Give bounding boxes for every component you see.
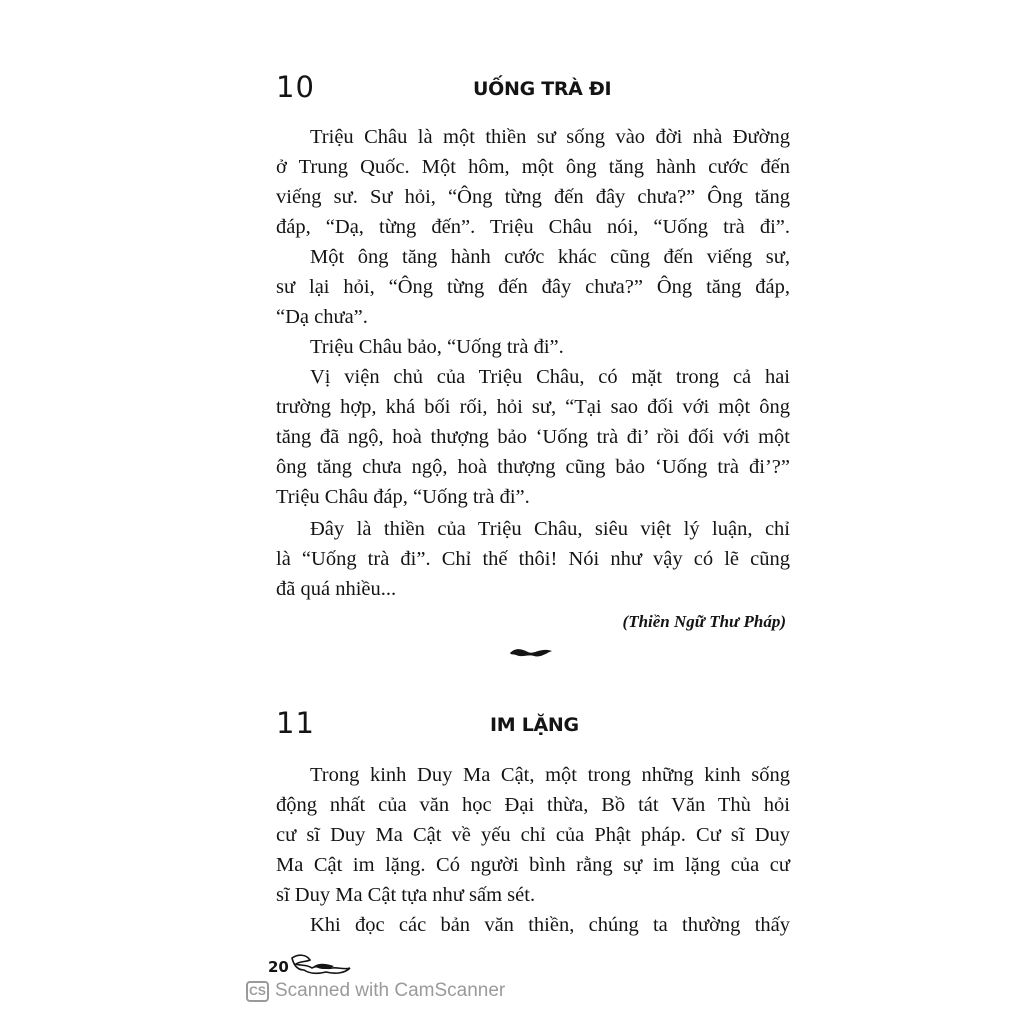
- paragraph-line: Triệu Châu bảo, “Uống trà đi”.: [310, 336, 564, 358]
- paragraph-line: đã quá nhiều...: [276, 578, 397, 600]
- paragraph-line: Vị viện chủ của Triệu Châu, có mặt trong cả hai: [310, 366, 790, 388]
- camscanner-watermark: [246, 980, 505, 1002]
- paragraph-line: động nhất của văn học Đại thừa, Bồ tát Văn Thù hỏi: [276, 794, 790, 816]
- divider-ornament-icon: [508, 643, 554, 661]
- watermark-text: Scanned with CamScanner: [275, 980, 506, 1001]
- paragraph-line: Trong kinh Duy Ma Cật, một trong những kinh sống: [310, 764, 790, 786]
- paragraph-line: sư lại hỏi, “Ông từng đến đây chưa?” Ông tăng đáp,: [276, 276, 790, 298]
- paragraph-line: Đây là thiền của Triệu Châu, siêu việt lý luận, chỉ: [310, 518, 790, 540]
- section-number: 11: [276, 706, 315, 740]
- paragraph-line: ông tăng chưa ngộ, hoà thượng cũng bảo ‘Uống trà đi’?”: [276, 456, 790, 478]
- paragraph-line: Triệu Châu là một thiền sư sống vào đời nhà Đường: [310, 126, 790, 148]
- paragraph-line: ở Trung Quốc. Một hôm, một ông tăng hành cước đến: [276, 156, 790, 178]
- section-title: UỐNG TRÀ ĐI: [473, 78, 612, 100]
- paragraph-line: sĩ Duy Ma Cật tựa như sấm sét.: [276, 884, 536, 906]
- paragraph-line: Một ông tăng hành cước khác cũng đến viếng sư,: [310, 246, 790, 268]
- page-number: 20: [268, 958, 289, 976]
- camscanner-logo-icon: CS: [246, 981, 269, 1002]
- section-title: IM LẶNG: [490, 714, 579, 736]
- paragraph-line: “Dạ chưa”.: [276, 306, 368, 328]
- paragraph-line: Ma Cật im lặng. Có người bình rằng sự im lặng của cư: [276, 854, 790, 876]
- paragraph-line: trường hợp, khá bối rối, hỏi sư, “Tại sao đối với một ông: [276, 396, 790, 418]
- paragraph-line: là “Uống trà đi”. Chỉ thế thôi! Nói như vậy có lẽ cũng: [276, 548, 790, 570]
- footer-ornament-icon: [288, 952, 352, 976]
- paragraph-line: Khi đọc các bản văn thiền, chúng ta thường thấy: [310, 914, 790, 936]
- paragraph-line: tăng đã ngộ, hoà thượng bảo ‘Uống trà đi’ rồi đối với một: [276, 426, 790, 448]
- paragraph-line: viếng sư. Sư hỏi, “Ông từng đến đây chưa?” Ông tăng: [276, 186, 790, 208]
- section-number: 10: [276, 70, 315, 104]
- paragraph-line: cư sĩ Duy Ma Cật về yếu chỉ của Phật pháp. Cư sĩ Duy: [276, 824, 790, 846]
- source-citation: (Thiền Ngữ Thư Pháp): [622, 612, 786, 631]
- paragraph-line: Triệu Châu đáp, “Uống trà đi”.: [276, 486, 530, 508]
- paragraph-line: đáp, “Dạ, từng đến”. Triệu Châu nói, “Uống trà đi”.: [276, 216, 790, 238]
